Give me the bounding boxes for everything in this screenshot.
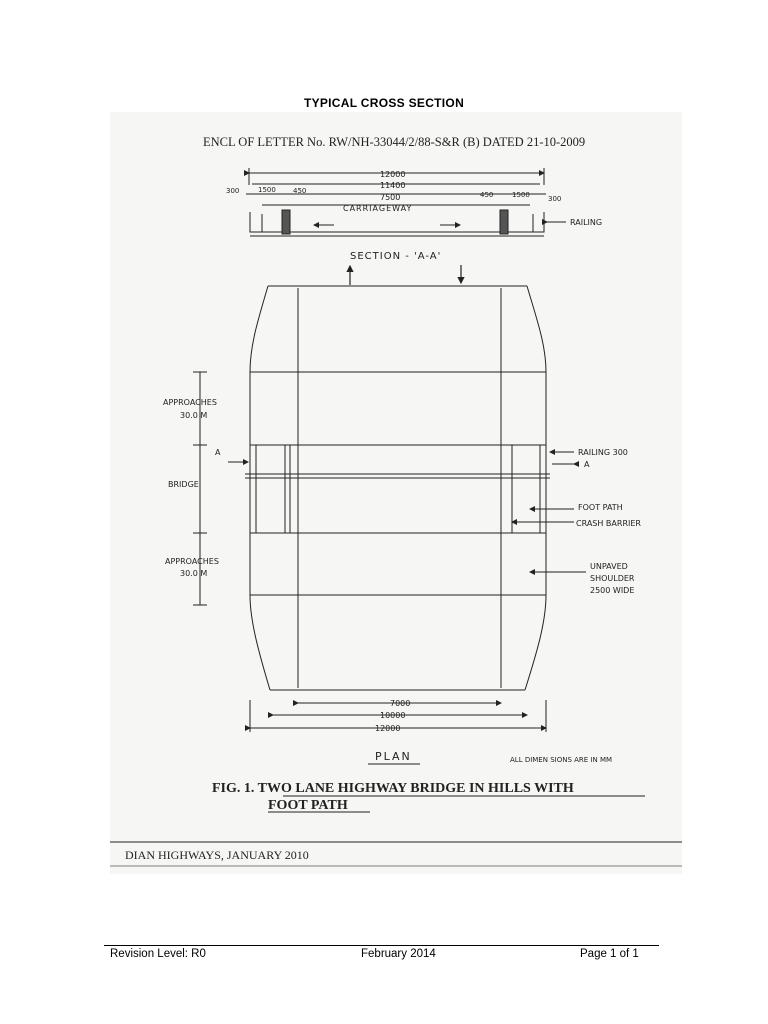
journal-footer: DIAN HIGHWAYS, JANUARY 2010: [125, 848, 309, 862]
dim-11400: 11400: [380, 181, 406, 190]
section-label: SECTION - 'A-A': [350, 251, 442, 262]
dim-300-right: 300: [548, 195, 562, 203]
plan-view: [193, 286, 586, 732]
footer-rule: [104, 945, 659, 946]
dim-12000: 12000: [380, 170, 406, 179]
figure-caption-2: FOOT PATH: [268, 798, 348, 813]
bridge-label: BRIDGE: [168, 480, 199, 489]
figure-caption-1: FIG. 1. TWO LANE HIGHWAY BRIDGE IN HILLS WITH: [212, 781, 574, 796]
railing-label: RAILING: [570, 218, 603, 227]
a-right-label: A: [584, 460, 590, 469]
unpaved-label-3: 2500 WIDE: [590, 586, 635, 595]
dim-1500-left: 1500: [258, 186, 276, 194]
plan-label: PLAN: [375, 750, 412, 763]
foot-path-label: FOOT PATH: [578, 503, 623, 512]
dim-10000: 10000: [380, 711, 406, 720]
a-left-label: A: [215, 448, 221, 457]
railing-300-label: RAILING 300: [578, 448, 628, 457]
encl-text: ENCL OF LETTER No. RW/NH-33044/2/88-S&R (B) DATED 21-10-2009: [203, 135, 586, 149]
page-number: Page 1 of 1: [580, 948, 639, 960]
section-arrows: [350, 265, 461, 285]
dim-450-left: 450: [293, 187, 307, 195]
footer-date: February 2014: [361, 948, 436, 960]
approaches-top-length: 30.0 M: [180, 411, 208, 420]
dimensions-note: ALL DIMEN SIONS ARE IN MM: [510, 756, 613, 764]
dim-1500-right: 1500: [512, 191, 530, 199]
dim-12000-bottom: 12000: [375, 724, 401, 733]
dim-450-right: 450: [480, 191, 494, 199]
carriageway-label: CARRIAGEWAY: [343, 204, 413, 213]
revision-level: Revision Level: R0: [110, 948, 206, 960]
dim-7000: 7000: [390, 699, 411, 708]
approaches-bottom-label: APPROACHES: [165, 557, 219, 566]
crash-barrier-label: CRASH BARRIER: [576, 519, 641, 528]
approaches-bottom-length: 30.0 M: [180, 569, 208, 578]
dim-7500: 7500: [380, 193, 401, 202]
page-title: TYPICAL CROSS SECTION: [303, 96, 465, 110]
dim-300-left: 300: [226, 187, 240, 195]
unpaved-label-2: SHOULDER: [590, 574, 635, 583]
unpaved-label-1: UNPAVED: [590, 562, 628, 571]
approaches-top-label: APPROACHES: [163, 398, 217, 407]
section-view: [246, 168, 566, 236]
